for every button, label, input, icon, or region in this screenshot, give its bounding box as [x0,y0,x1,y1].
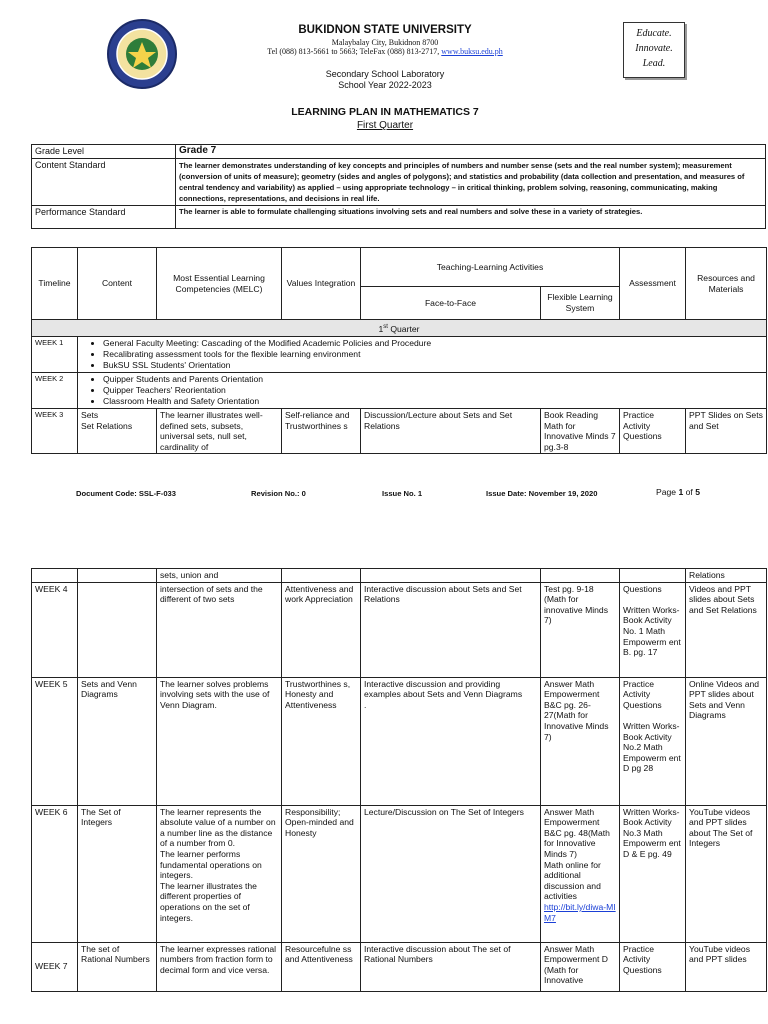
melc-cell: The learner illustrates well-defined sets, subsets, universal sets, null set, cardinality of [157,409,282,454]
info-table [31,144,766,229]
col-content: Content [78,248,157,320]
document-code: Document Code: SSL-F-033 [76,489,176,498]
grade-level-row [32,145,766,159]
col-tla: Teaching-Learning Activities [361,248,620,287]
motto-box [623,22,685,78]
values-cell: Self-reliance and Trustworthines s [282,409,361,454]
resources-cell: Relations [686,569,767,583]
document-footer [76,489,716,503]
document-title: LEARNING PLAN IN MATHEMATICS 7 [291,106,479,118]
table-row [32,582,767,677]
resources-cell: YouTube videos and PPT slides about The Set of Integers [686,805,767,942]
content-standard-value: The learner demonstrates understanding of key concepts and principles of numbers and number sense (sets and the real number system); measurement (conversion of units of measure); geometry (sides and angles of polygons); and statistics and probability (data collection and presentation, and measures of central tendency and variability) as applied – using appropriate technology – in critical thinking, problem solving, reasoning, communicating, making connections, representations, and decisions in real life. [176,158,766,205]
values-cell: Resourcefulne ss and Attentiveness [282,942,361,991]
assessment-cell: Practice Activity Questions [620,409,686,454]
list-item: • Quipper Students and Parents Orientation [103,374,763,385]
flexible-cell: Test pg. 9-18 (Math for innovative Minds 7) [541,582,620,677]
values-cell: Responsibility; Open-minded and Honesty [282,805,361,942]
assessment-cell: Questions Written Works-Book Activity No. 1 Math Empowerm ent B. pg. 17 [620,582,686,677]
table-row [32,569,767,583]
quarter-text: Quarter [387,323,420,334]
performance-standard-row [32,205,766,228]
revision-number: Revision No.: 0 [251,489,306,498]
school-year: School Year 2022-2023 [338,80,432,90]
university-name: BUKIDNON STATE UNIVERSITY [298,24,472,36]
list-item: • Recalibrating assessment tools for the flexible learning environment [103,349,763,360]
content-cell: The Set of Integers [78,805,157,942]
f2f-cell: Lecture/Discussion on The Set of Integers [361,805,541,942]
quarter-title: First Quarter [356,120,414,131]
flexible-cell: Answer Math Empowerment B&C pg. 48(Math for Innovative Minds 7) Math online for additional discussion and activities http://bit.ly/diwa-MIM7 [541,805,620,942]
col-melc: Most Essential Learning Competencies (MELC) [157,248,282,320]
values-cell: Trustworthines s, Honesty and Attentiveness [282,677,361,805]
table-row [32,677,767,805]
week-label: WEEK 3 [32,409,78,454]
table-row [32,942,767,991]
week-label: WEEK 2 [32,373,78,409]
flexible-cell: Book Reading Math for Innovative Minds 7 pg.3-8 [541,409,620,454]
f2f-cell: Interactive discussion about The set of Rational Numbers [361,942,541,991]
col-timeline: Timeline [32,248,78,320]
content-cell: Sets and Venn Diagrams [78,677,157,805]
content-cell: Sets Set Relations [78,409,157,454]
content-standard-label: Content Standard [32,158,176,205]
resources-cell: Videos and PPT slides about Sets and Set Relations [686,582,767,677]
week-label: WEEK 4 [32,582,78,677]
list-item: • BukSU SSL Students' Orientation [103,360,763,371]
flexible-link[interactable]: http://bit.ly/diwa-MIM7 [544,901,616,923]
assessment-cell: Practice Activity Questions Written Works-Book Activity No.2 Math Empowerm ent D pg 28 [620,677,686,805]
resources-cell: YouTube videos and PPT slides [686,942,767,991]
quarter-num: 1 [378,323,384,334]
melc-cell: sets, union and [157,569,282,583]
performance-standard-value: The learner is able to formulate challenging situations involving sets and real numbers and solve these in a variety of strategies. [176,205,766,228]
table-row [32,409,767,454]
melc-cell: intersection of sets and the different of two sets [157,582,282,677]
week-label: WEEK 5 [32,677,78,805]
quarter-sup: st [383,323,388,330]
list-item: • Quipper Teachers' Reorientation [103,385,763,396]
list-item: • General Faculty Meeting: Cascading of the Modified Academic Policies and Procedure [103,338,763,349]
flexible-cell: Answer Math Empowerment B&C pg. 26-27(Math for Innovative Minds 7) [541,677,620,805]
values-cell: Attentiveness and work Appreciation [282,582,361,677]
f2f-cell: Interactive discussion and providing examples about Sets and Venn Diagrams . [361,677,541,805]
content-standard-row [32,158,766,205]
learning-plan-table [31,247,767,454]
flexible-cell: Answer Math Empowerment D (Math for Innovative [541,942,620,991]
resources-cell: PPT Slides on Sets and Set [686,409,767,454]
melc-cell: The learner represents the absolute value of a number on a number line as the distance of a number from 0. The learner performs fundamental operations on integers. The learner illustrates the different properties of operations on the set of integers. [157,805,282,942]
learning-plan-table-continued [31,568,767,992]
melc-cell: The learner solves problems involving sets with the use of Venn Diagram. [157,677,282,805]
resources-cell: Online Videos and PPT slides about Sets and Venn Diagrams [686,677,767,805]
issue-date: Issue Date: November 19, 2020 [486,489,598,498]
university-address: Malaybalay City, Bukidnon 8700 [331,38,439,47]
week-label: WEEK 6 [32,805,78,942]
table-row [32,805,767,942]
issue-number: Issue No. 1 [382,489,423,498]
quarter-row [32,320,767,337]
f2f-cell: Discussion/Lecture about Sets and Set Relations [361,409,541,454]
performance-standard-label: Performance Standard [32,205,176,228]
week-label: WEEK 7 [32,942,78,991]
website-link[interactable]: www.buksu.edu.ph [441,47,503,56]
university-seal [106,18,178,90]
col-values: Values Integration [282,248,361,320]
list-item: • Classroom Health and Safety Orientation [103,396,763,407]
grade-level-label: Grade Level [32,145,176,159]
col-assessment: Assessment [620,248,686,320]
grade-level-value: Grade 7 [176,145,766,159]
assessment-cell: Practice Activity Questions [620,942,686,991]
f2f-cell: Interactive discussion about Sets and Set Relations [361,582,541,677]
content-cell: The set of Rational Numbers [78,942,157,991]
table-row [32,337,767,373]
melc-cell: The learner expresses rational numbers from fraction form to decimal form and vice versa. [157,942,282,991]
page-number: Page 1 of 5 [656,487,700,497]
university-tel: Tel (088) 813-5661 to 5663; TeleFax (088) 813-2717, [267,47,442,56]
motto-line: Innovate. [635,43,673,54]
assessment-cell: Written Works-Book Activity No.3 Math Empowerm ent D & E pg. 49 [620,805,686,942]
school-name: Secondary School Laboratory [325,69,445,79]
week-label: WEEK 1 [32,337,78,373]
motto-line: Lead. [642,58,666,69]
table-row [32,373,767,409]
col-face-to-face: Face-to-Face [361,287,541,320]
col-flexible: Flexible Learning System [541,287,620,320]
col-resources: Resources and Materials [686,248,767,320]
motto-line: Educate. [636,28,672,39]
